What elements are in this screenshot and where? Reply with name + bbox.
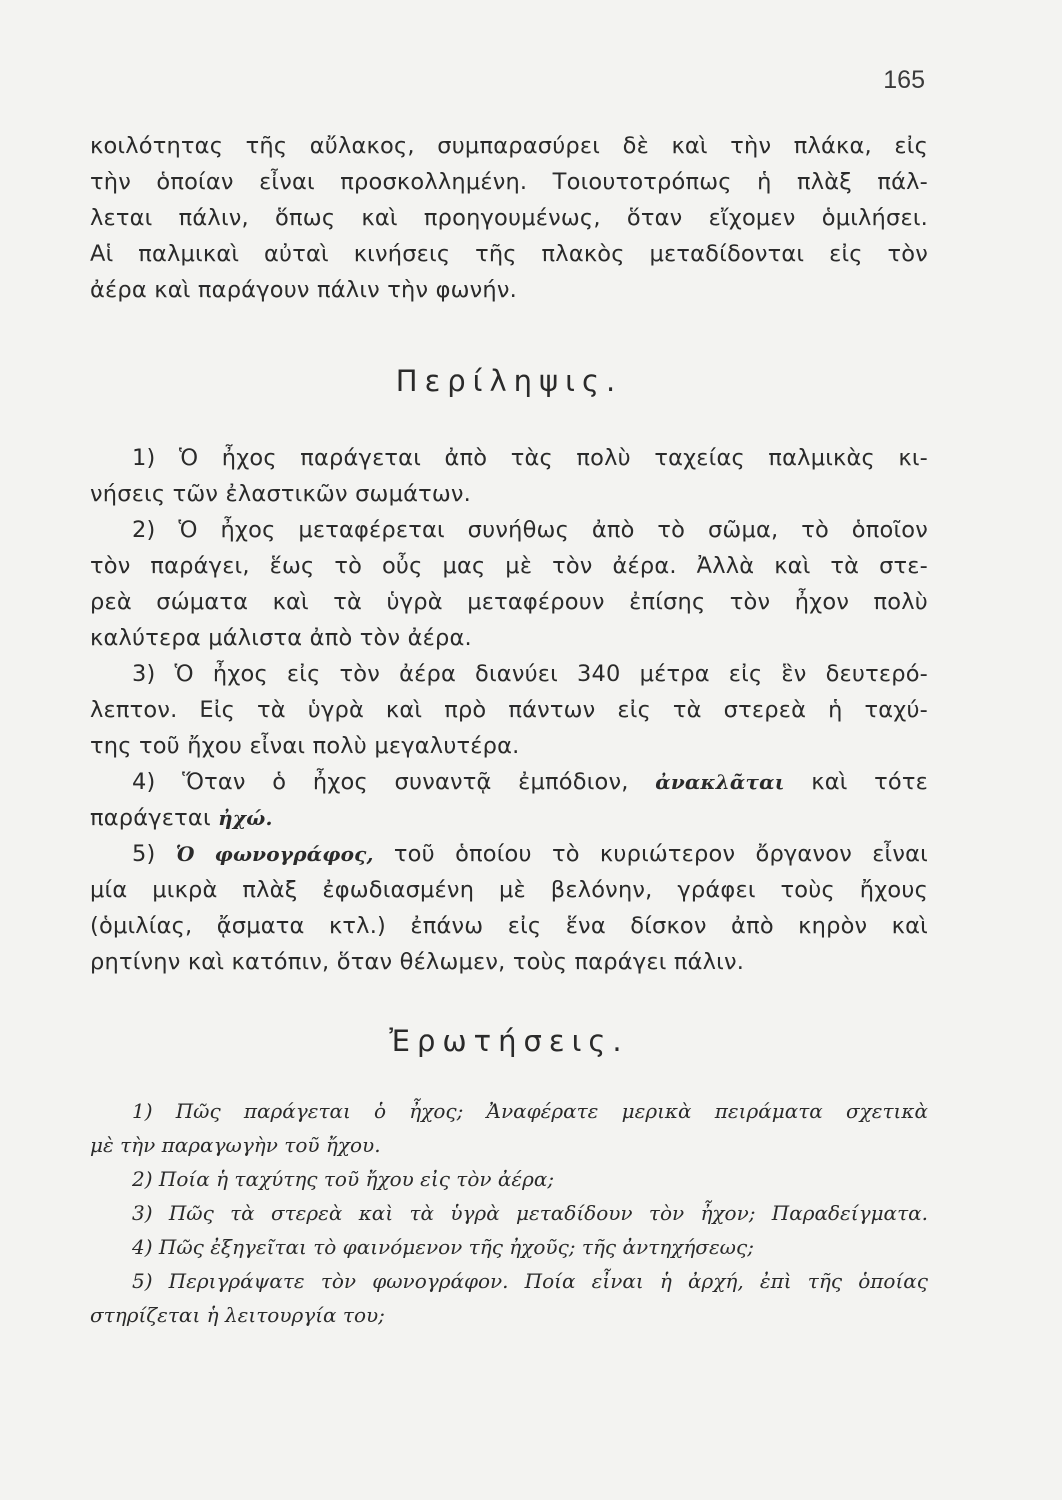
summary-line: μία μικρὰ πλὰξ ἐφωδιασμένη μὲ βελόνην, γράφει τοὺς ἤχους [90, 877, 928, 903]
summary-text: 5) [132, 841, 176, 867]
questions-heading: Ἐρωτήσεις. [389, 1024, 629, 1058]
summary-line: 1) Ὁ ἦχος παράγεται ἀπὸ τὰς πολὺ ταχείας παλμικὰς κι- [132, 445, 928, 471]
summary-line [90, 836, 928, 872]
text-line: τὴν ὁποίαν εἶναι προσκολλημένη. Τοιουτοτρόπως ἡ πλὰξ πάλ- [90, 169, 928, 195]
summary-line: (ὁμιλίας, ᾄσματα κτλ.) ἐπάνω εἰς ἕνα δίσκον ἀπὸ κηρὸν καὶ [90, 913, 928, 939]
emphasis-term: Ὁ φωνογράφος, [175, 842, 374, 866]
text-line: ἀέρα καὶ παράγουν πάλιν τὴν φωνήν. [90, 277, 518, 303]
summary-line: της τοῦ ἤχου εἶναι πολὺ μεγαλυτέρα. [90, 733, 520, 759]
summary-line: ρεὰ σώματα καὶ τὰ ὑγρὰ μεταφέρουν ἐπίσης τὸν ἦχον πολὺ [90, 589, 928, 615]
summary-text: καὶ τότε [784, 769, 928, 795]
question-line: μὲ τὴν παραγωγὴν τοῦ ἤχου. [90, 1133, 381, 1157]
text-line: λεται πάλιν, ὅπως καὶ προηγουμένως, ὅταν εἴχομεν ὁμιλήσει. [90, 205, 928, 231]
summary-line [90, 764, 928, 800]
summary-line: νήσεις τῶν ἐλαστικῶν σωμάτων. [90, 481, 472, 507]
question-line: 1) Πῶς παράγεται ὁ ἦχος; Ἀναφέρατε μερικὰ πειράματα σχετικὰ [132, 1099, 928, 1123]
text-line: Αἱ παλμικαὶ αὐταὶ κινήσεις τῆς πλακὸς μεταδίδονται εἰς τὸν [90, 241, 928, 267]
summary-text: 4) Ὅταν ὁ ἦχος συναντᾷ ἐμπόδιον, [132, 769, 656, 795]
intro-paragraph [90, 128, 928, 308]
summary-text: παράγεται [90, 805, 219, 831]
page-number: 165 [883, 66, 925, 94]
emphasis-term: ἠχώ. [218, 806, 273, 830]
question-line: 2) Ποία ἡ ταχύτης τοῦ ἤχου εἰς τὸν ἀέρα; [132, 1167, 555, 1191]
summary-line [90, 800, 928, 836]
summary-line: λεπτον. Εἰς τὰ ὑγρὰ καὶ πρὸ πάντων εἰς τὰ στερεὰ ἡ ταχύ- [90, 697, 928, 723]
summary-line: 2) Ὁ ἦχος μεταφέρεται συνήθως ἀπὸ τὸ σῶμα, τὸ ὁποῖον [132, 517, 928, 543]
question-line: 4) Πῶς ἐξηγεῖται τὸ φαινόμενον τῆς ἠχοῦς; τῆς ἀντηχήσεως; [132, 1235, 754, 1259]
summary-section [90, 440, 928, 980]
questions-section [90, 1094, 928, 1332]
summary-text: τοῦ ὁποίου τὸ κυριώτερον ὄργανον εἶναι [373, 841, 928, 867]
emphasis-term: ἀνακλᾶται [655, 770, 785, 794]
question-line: στηρίζεται ἡ λειτουργία του; [90, 1303, 385, 1327]
summary-line: καλύτερα μάλιστα ἀπὸ τὸν ἀέρα. [90, 625, 472, 651]
text-line: κοιλότητας τῆς αὔλακος, συμπαρασύρει δὲ καὶ τὴν πλάκα, εἰς [90, 133, 928, 159]
summary-line: 3) Ὁ ἦχος εἰς τὸν ἀέρα διανύει 340 μέτρα εἰς ἓν δευτερό- [132, 661, 928, 687]
question-line: 3) Πῶς τὰ στερεὰ καὶ τὰ ὑγρὰ μεταδίδουν τὸν ἦχον; Παραδείγματα. [132, 1201, 928, 1225]
summary-line: τὸν παράγει, ἕως τὸ οὖς μας μὲ τὸν ἀέρα. Ἀλλὰ καὶ τὰ στε- [90, 553, 928, 579]
question-line: 5) Περιγράψατε τὸν φωνογράφον. Ποία εἶναι ἡ ἀρχή, ἐπὶ τῆς ὁποίας [132, 1269, 928, 1293]
summary-heading: Περίληψις. [395, 364, 623, 398]
summary-line: ρητίνην καὶ κατόπιν, ὅταν θέλωμεν, τοὺς παράγει πάλιν. [90, 949, 745, 975]
